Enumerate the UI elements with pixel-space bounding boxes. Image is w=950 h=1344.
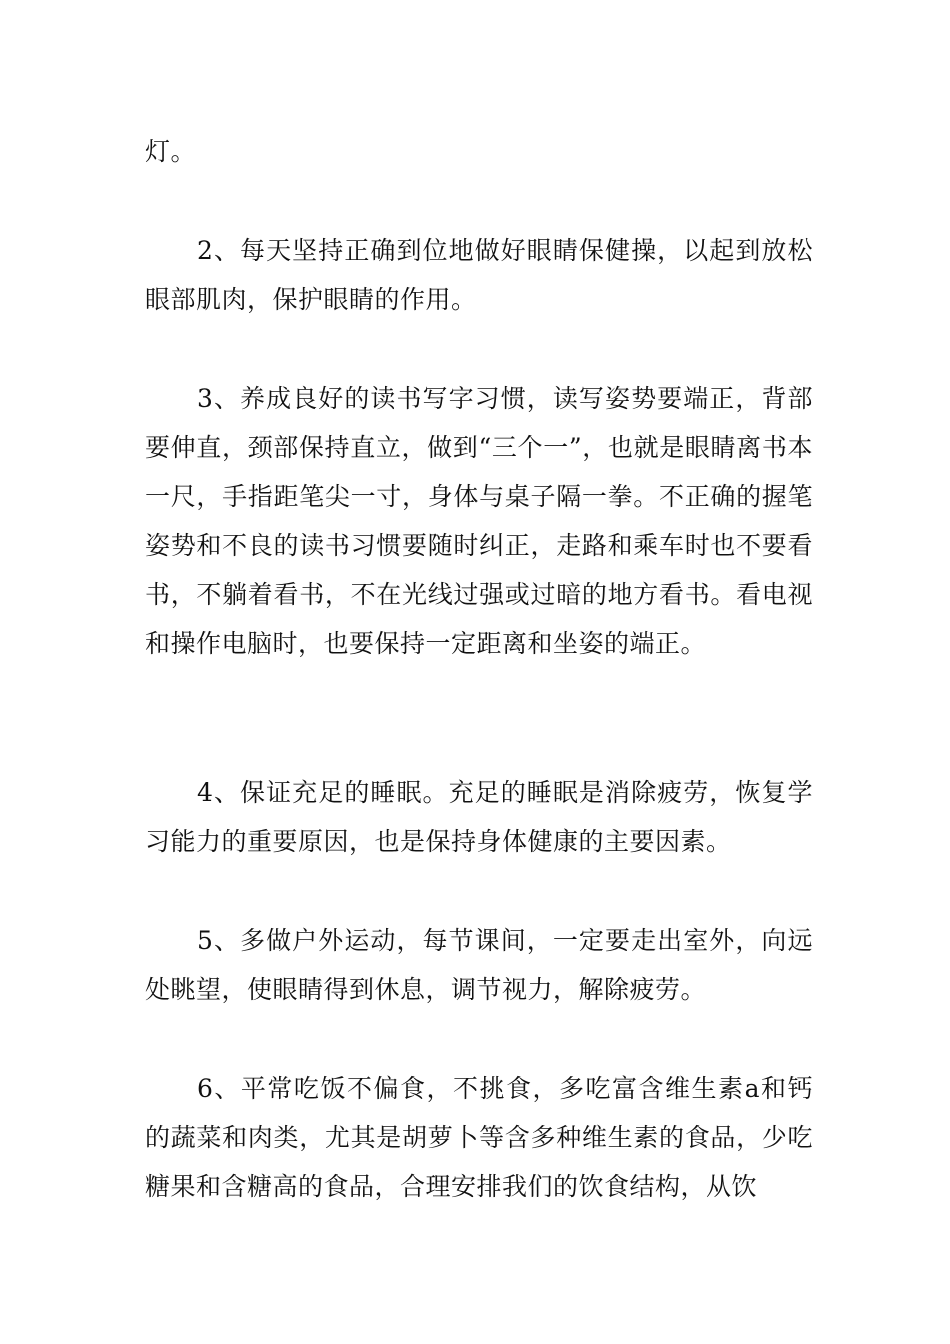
- paragraph-item-4: 4、保证充足的睡眠。充足的睡眠是消除疲劳，恢复学习能力的重要原因，也是保持身体健康的主要因素。: [145, 778, 813, 856]
- paragraph-item-2: 2、每天坚持正确到位地做好眼睛保健操，以起到放松眼部肌肉，保护眼睛的作用。: [145, 236, 813, 314]
- paragraph-item-5: 5、多做户外运动，每节课间，一定要走出室外，向远处眺望，使眼睛得到休息，调节视力，解除疲劳。: [145, 926, 813, 1004]
- paragraph-item-3: 3、养成良好的读书写字习惯，读写姿势要端正，背部要伸直，颈部保持直立，做到“三个一”，也就是眼睛离书本一尺，手指距笔尖一寸，身体与桌子隔一拳。不正确的握笔姿势和不良的读书习惯要随时纠正，走路和乘车时也不要看书，不躺着看书，不在光线过强或过暗的地方看书。看电视和操作电脑时，也要保持一定距离和坐姿的端正。: [145, 384, 813, 658]
- paragraph-item-6: 6、平常吃饭不偏食，不挑食，多吃富含维生素a和钙的蔬菜和肉类，尤其是胡萝卜等含多种维生素的食品，少吃糖果和含糖高的食品，合理安排我们的饮食结构，从饮: [145, 1074, 813, 1201]
- paragraph-continuation: 灯。: [145, 137, 197, 166]
